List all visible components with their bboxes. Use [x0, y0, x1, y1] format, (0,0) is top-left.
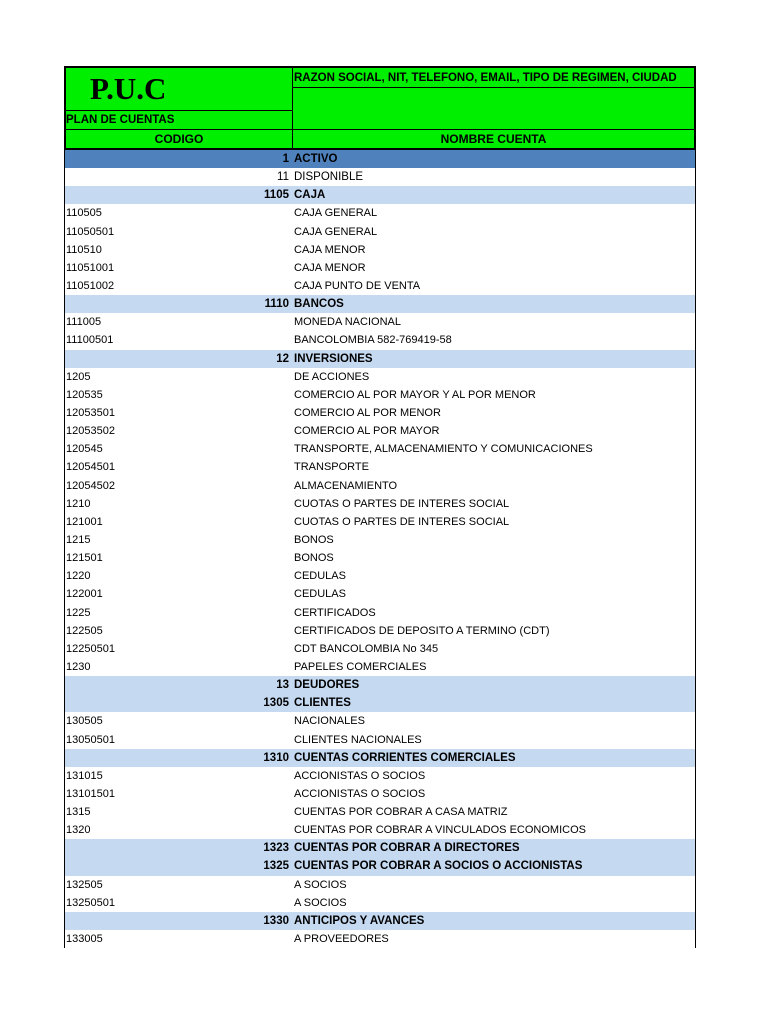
account-name: BANCOS [294, 298, 344, 311]
puc-logo: P.U.C [90, 71, 167, 106]
account-row[interactable] [65, 767, 695, 785]
account-name: COMERCIO AL POR MAYOR Y AL POR MENOR [294, 388, 536, 401]
account-name: CAJA [294, 189, 326, 202]
company-info-cell[interactable] [292, 68, 694, 88]
account-code: 110505 [66, 207, 102, 220]
account-name: DISPONIBLE [294, 171, 364, 184]
account-name: TRANSPORTE [294, 461, 369, 474]
account-name: CEDULAS [294, 570, 346, 583]
account-group-row[interactable] [65, 350, 695, 368]
account-group-row[interactable] [65, 295, 695, 313]
account-name: CUENTAS POR COBRAR A CASA MATRIZ [294, 806, 508, 819]
account-code: 122001 [66, 588, 103, 601]
account-row[interactable] [65, 876, 695, 894]
account-row[interactable] [65, 658, 695, 676]
account-name: CDT BANCOLOMBIA No 345 [294, 642, 439, 655]
account-row[interactable] [65, 440, 695, 458]
account-group-row[interactable] [65, 186, 695, 204]
account-group-row[interactable] [65, 912, 695, 930]
account-name: ACTIVO [294, 153, 338, 165]
account-code: 111005 [66, 316, 102, 329]
account-name: BONOS [294, 552, 334, 565]
account-group-row[interactable] [65, 839, 695, 857]
account-name: CAJA GENERAL [294, 207, 378, 220]
account-name: CUOTAS O PARTES DE INTERES SOCIAL [294, 497, 510, 510]
account-row[interactable] [65, 277, 695, 295]
account-name: CAJA MENOR [294, 261, 366, 274]
account-code: 130505 [66, 715, 103, 728]
account-code: 11051002 [66, 279, 115, 292]
account-row[interactable] [65, 495, 695, 513]
account-row[interactable] [65, 404, 695, 422]
account-row[interactable] [65, 803, 695, 821]
account-name: CAJA MENOR [294, 243, 366, 256]
account-code: 12250501 [66, 642, 115, 655]
account-name: ALMACENAMIENTO [294, 479, 398, 492]
account-code: 1330 [263, 914, 289, 927]
account-name: CAJA GENERAL [294, 225, 378, 238]
account-group-row[interactable] [65, 857, 695, 875]
account-code: 11050501 [66, 225, 115, 238]
account-name: ACCIONISTAS O SOCIOS [294, 769, 426, 782]
account-row[interactable] [65, 241, 695, 259]
account-name: CLIENTES NACIONALES [294, 733, 422, 746]
account-row[interactable] [65, 331, 695, 349]
account-code: 11100501 [66, 334, 114, 347]
column-header-name: NOMBRE CUENTA [292, 130, 694, 151]
account-name: BANCOLOMBIA 582-769419-58 [294, 334, 452, 347]
account-code: 122505 [66, 624, 103, 637]
account-code: 133005 [66, 933, 103, 946]
account-code: 1205 [66, 370, 91, 383]
account-code: 13101501 [66, 787, 115, 800]
account-name: CEDULAS [294, 588, 346, 601]
account-row[interactable] [65, 458, 695, 476]
account-name: CUENTAS POR COBRAR A DIRECTORES [294, 842, 520, 855]
account-code: 12054501 [66, 461, 115, 474]
account-row[interactable] [65, 531, 695, 549]
account-group-row[interactable] [65, 150, 695, 168]
account-name: MONEDA NACIONAL [294, 316, 401, 329]
account-name: NACIONALES [294, 715, 365, 728]
account-row[interactable] [65, 640, 695, 658]
account-row[interactable] [65, 477, 695, 495]
account-name: DE ACCIONES [294, 370, 370, 383]
account-name: ACCIONISTAS O SOCIOS [294, 787, 426, 800]
account-code: 13 [276, 679, 289, 692]
account-name: CLIENTES [294, 697, 351, 710]
account-code: 1215 [66, 533, 91, 546]
account-row[interactable] [65, 204, 695, 222]
account-code: 11 [277, 171, 289, 184]
chart-of-accounts-sheet [64, 66, 696, 948]
account-name: CUENTAS POR COBRAR A SOCIOS O ACCIONISTAS [294, 860, 583, 873]
account-code: 120535 [66, 388, 103, 401]
account-code: 1230 [66, 660, 91, 673]
account-row[interactable] [65, 313, 695, 331]
account-code: 1315 [66, 806, 91, 819]
account-name: ANTICIPOS Y AVANCES [294, 914, 425, 927]
account-code: 13250501 [66, 896, 115, 909]
account-code: 11051001 [66, 261, 115, 274]
account-name: CUOTAS O PARTES DE INTERES SOCIAL [294, 515, 510, 528]
account-row[interactable] [65, 622, 695, 640]
account-row[interactable] [65, 259, 695, 277]
account-name: A SOCIOS [294, 896, 347, 909]
account-name: CERTIFICADOS DE DEPOSITO A TERMINO (CDT) [294, 624, 550, 637]
account-code: 121501 [66, 552, 103, 565]
account-code: 1 [282, 153, 289, 165]
accounts-table [64, 150, 696, 948]
account-name: A PROVEEDORES [294, 933, 389, 946]
account-row[interactable] [65, 223, 695, 241]
account-code: 1305 [263, 697, 289, 710]
account-code: 1225 [66, 606, 91, 619]
account-code: 1105 [264, 189, 289, 202]
account-row[interactable] [65, 930, 695, 948]
account-row[interactable] [65, 386, 695, 404]
account-code: 13050501 [66, 733, 115, 746]
account-row[interactable] [65, 712, 695, 730]
account-code: 120545 [66, 443, 103, 456]
account-code: 121001 [66, 515, 103, 528]
account-name: A SOCIOS [294, 878, 347, 891]
account-code: 110510 [66, 243, 102, 256]
account-row[interactable] [65, 604, 695, 622]
account-name: COMERCIO AL POR MENOR [294, 406, 441, 419]
account-name: INVERSIONES [294, 352, 373, 365]
account-code: 132505 [66, 878, 103, 891]
account-row[interactable] [65, 549, 695, 567]
account-row[interactable] [65, 585, 695, 603]
account-name: CAJA PUNTO DE VENTA [294, 279, 421, 292]
account-group-row[interactable] [65, 168, 695, 186]
account-code: 12054502 [66, 479, 115, 492]
account-row[interactable] [65, 368, 695, 386]
account-code: 1325 [263, 860, 289, 873]
account-name: DEUDORES [294, 679, 360, 692]
account-group-row[interactable] [65, 676, 695, 694]
account-name: CUENTAS CORRIENTES COMERCIALES [294, 751, 516, 764]
account-name: CERTIFICADOS [294, 606, 376, 619]
account-row[interactable] [65, 894, 695, 912]
account-code: 1310 [263, 751, 289, 764]
account-row[interactable] [65, 513, 695, 531]
account-row[interactable] [65, 422, 695, 440]
account-name: BONOS [294, 533, 334, 546]
account-row[interactable] [65, 567, 695, 585]
account-code: 1320 [66, 824, 91, 837]
account-code: 131015 [66, 769, 103, 782]
account-code: 12053501 [66, 406, 115, 419]
company-info-text: RAZON SOCIAL, NIT, TELEFONO, EMAIL, TIPO DE REGIMEN, CIUDAD [294, 72, 677, 84]
account-name: TRANSPORTE, ALMACENAMIENTO Y COMUNICACIONES [294, 443, 593, 456]
account-row[interactable] [65, 785, 695, 803]
account-code: 1210 [66, 497, 91, 510]
account-group-row[interactable] [65, 749, 695, 767]
account-name: PAPELES COMERCIALES [294, 660, 427, 673]
account-row[interactable] [65, 821, 695, 839]
account-code: 1110 [264, 298, 289, 311]
account-name: COMERCIO AL POR MAYOR [294, 425, 440, 438]
account-code: 12 [276, 352, 289, 365]
sheet-header [64, 66, 696, 150]
account-code: 1220 [66, 570, 91, 583]
account-name: CUENTAS POR COBRAR A VINCULADOS ECONOMICOS [294, 824, 586, 837]
account-group-row[interactable] [65, 694, 695, 712]
plan-title: PLAN DE CUENTAS [66, 110, 292, 130]
column-header-row [66, 129, 694, 151]
account-code: 1323 [263, 842, 289, 855]
account-row[interactable] [65, 731, 695, 749]
account-code: 12053502 [66, 425, 115, 438]
column-header-code: CODIGO [154, 132, 204, 146]
